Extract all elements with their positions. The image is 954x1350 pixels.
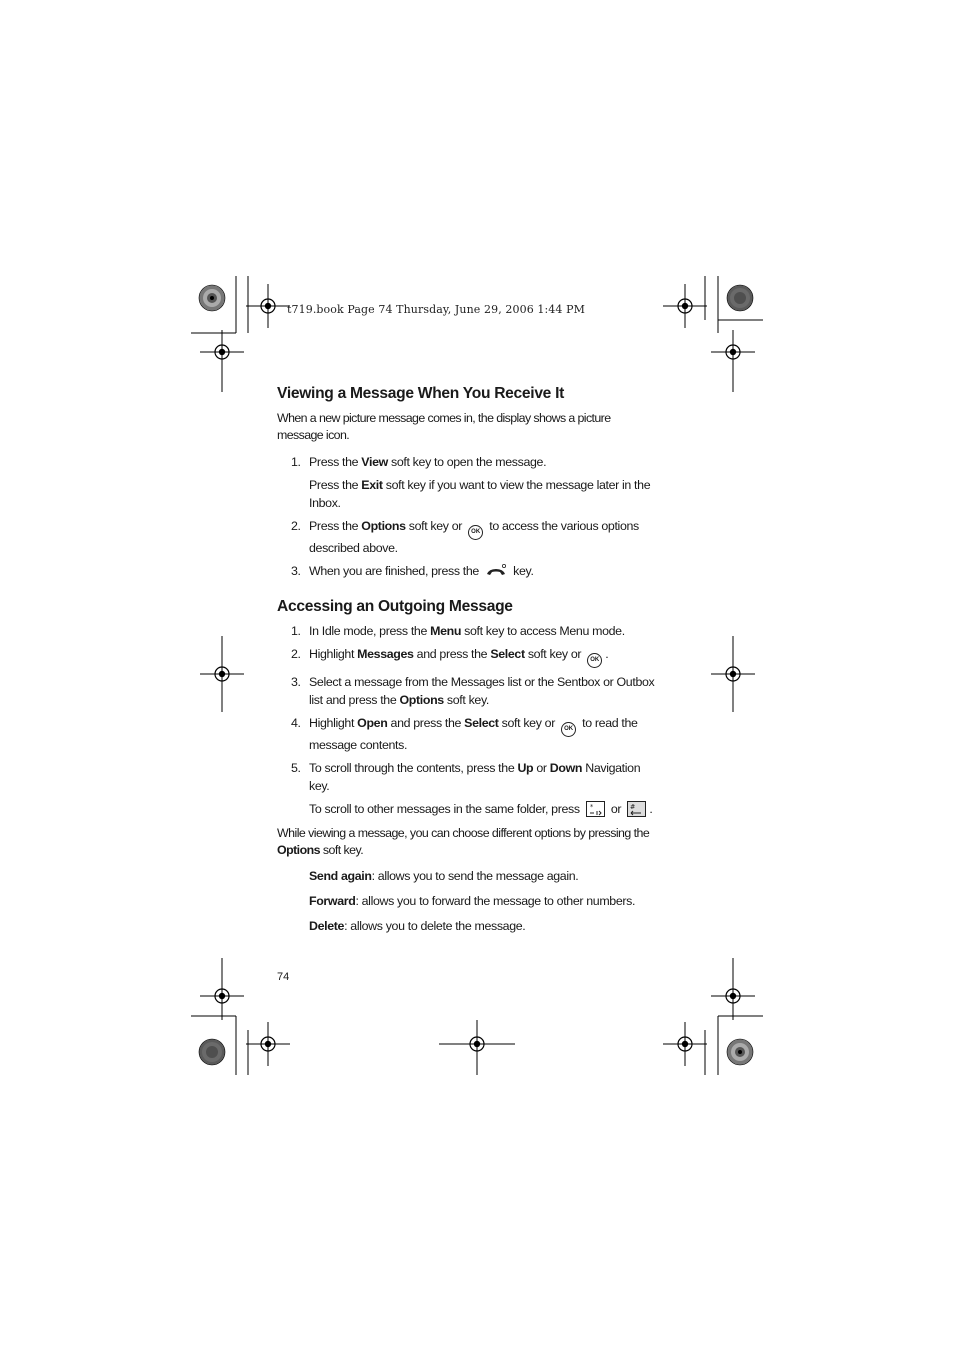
option-delete: Delete: allows you to delete the message. (309, 919, 526, 934)
option-send-again: Send again: allows you to send the message again. (309, 868, 579, 883)
list-item: 1. Press the View soft key to open the message. Press the Exit soft key if you want to view the message later in the Inbox. (277, 454, 659, 512)
list-item: 2. Press the Options soft key or OK to access the various options described above. (291, 519, 639, 556)
sub-note: To scroll to other messages in the same folder, press * or # . (309, 802, 653, 817)
ok-key-icon: OK (561, 722, 576, 737)
list-item: 3. When you are finished, press the key. (291, 564, 534, 579)
sub-note: Press the Exit soft key if you want to view the message later in the Inbox. (309, 478, 651, 510)
ok-key-icon: OK (587, 653, 602, 668)
corner-mark-top-left (191, 276, 290, 392)
list-item: 4. Highlight Open and press the Select soft key or OK to read the message contents. (291, 716, 638, 753)
list-item: 2. Highlight Messages and press the Select soft key or OK . (277, 646, 659, 668)
list-item: 5. To scroll through the contents, press the Up or Down Navigation key. To scroll to other messages in the same folder, press * or # . (277, 760, 659, 818)
option-forward: Forward: allows you to forward the message to other numbers. (309, 893, 636, 908)
print-header: t719.book Page 74 Thursday, June 29, 2006 1:44 PM (287, 303, 585, 316)
corner-mark-top-right (663, 276, 763, 392)
corner-mark-bottom-right (663, 958, 763, 1075)
ok-key-icon: OK (468, 525, 483, 540)
steps-list-outgoing (277, 623, 659, 819)
svg-text:*: * (589, 803, 593, 812)
corner-mark-bottom-left (191, 958, 290, 1075)
options-intro: While viewing a message, you can choose different options by pressing the Options soft key. (277, 825, 650, 858)
hash-key-icon (627, 801, 646, 817)
list-item: 3. Select a message from the Messages list or the Sentbox or Outbox list and press the Options soft key. (291, 675, 655, 707)
section-title-outgoing: Accessing an Outgoing Message (277, 597, 513, 615)
svg-text:#: # (630, 803, 636, 812)
list-item: 1. In Idle mode, press the Menu soft key to access Menu mode. (291, 623, 625, 638)
page-number: 74 (277, 971, 290, 983)
steps-list-viewing (277, 454, 659, 581)
intro-paragraph: When a new picture message comes in, the display shows a picture message icon. (277, 411, 611, 443)
end-key-icon (485, 563, 507, 577)
page-content (277, 384, 659, 936)
section-title-viewing: Viewing a Message When You Receive It (277, 385, 565, 402)
star-key-icon (586, 801, 605, 817)
